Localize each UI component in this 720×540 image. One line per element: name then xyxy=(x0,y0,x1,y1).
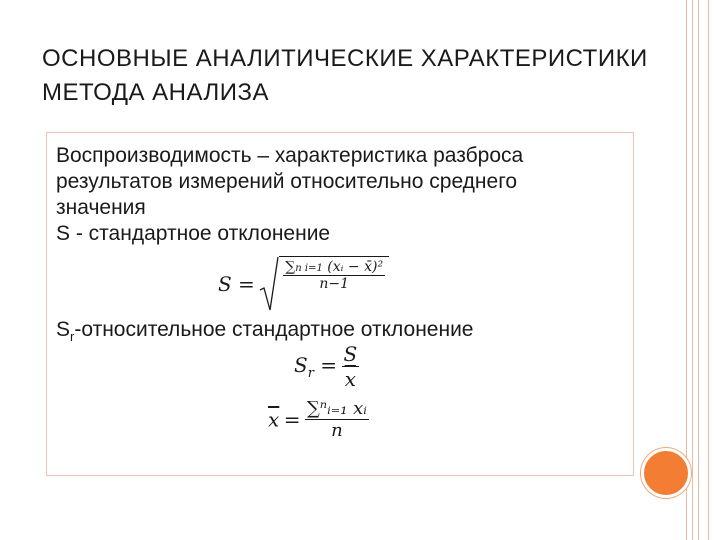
formula-mean xyxy=(268,398,369,441)
decor-line xyxy=(692,0,693,540)
fraction xyxy=(305,398,369,441)
formula-relative-std xyxy=(294,342,359,391)
equals-sign: = xyxy=(283,407,301,432)
sr-description: -относительное стандартное отклонение xyxy=(74,318,474,341)
formula-lhs xyxy=(294,352,338,381)
decor-line xyxy=(698,0,699,540)
sqrt xyxy=(259,256,389,312)
sr-symbol: S xyxy=(56,318,71,341)
numerator-body: (xᵢ − x̄)² xyxy=(327,259,384,275)
mean-symbol: $\overline{x}$ xyxy=(268,407,280,432)
text-line: Воспроизводимость – характеристика разброса xyxy=(56,144,524,167)
numerator: S xyxy=(343,342,358,366)
radicand xyxy=(279,256,389,292)
decor-line xyxy=(708,0,709,540)
content-body xyxy=(56,143,626,247)
numerator: ∑ⁿᵢ₌₁ xᵢ xyxy=(306,398,367,419)
formula-std-dev xyxy=(218,256,389,312)
sum-symbol: ∑ xyxy=(285,259,296,275)
lhs-symbol: S xyxy=(294,352,308,377)
fraction xyxy=(283,259,385,292)
denominator: n−1 xyxy=(319,276,349,292)
denominator: x xyxy=(344,367,356,391)
numerator xyxy=(283,259,385,276)
formula-lhs: S = xyxy=(218,272,255,296)
fraction xyxy=(342,342,360,391)
decor-circle xyxy=(641,448,691,498)
radical-sign xyxy=(259,256,279,312)
sum-limits: n i=1 xyxy=(295,263,323,274)
slide-title: ОСНОВНЫЕ АНАЛИТИЧЕСКИЕ ХАРАКТЕРИСТИКИ МЕТОДА АНАЛИЗА xyxy=(42,45,648,106)
denominator: n xyxy=(331,420,343,441)
text-line: результатов измерений относительно среднего xyxy=(56,170,518,193)
lhs-subscript: r xyxy=(307,365,314,381)
sr-subscript: r xyxy=(70,329,75,345)
text-line: S - стандартное отклонение xyxy=(56,222,331,245)
text-line: значения xyxy=(56,196,146,219)
equals-sign: = xyxy=(320,352,338,377)
